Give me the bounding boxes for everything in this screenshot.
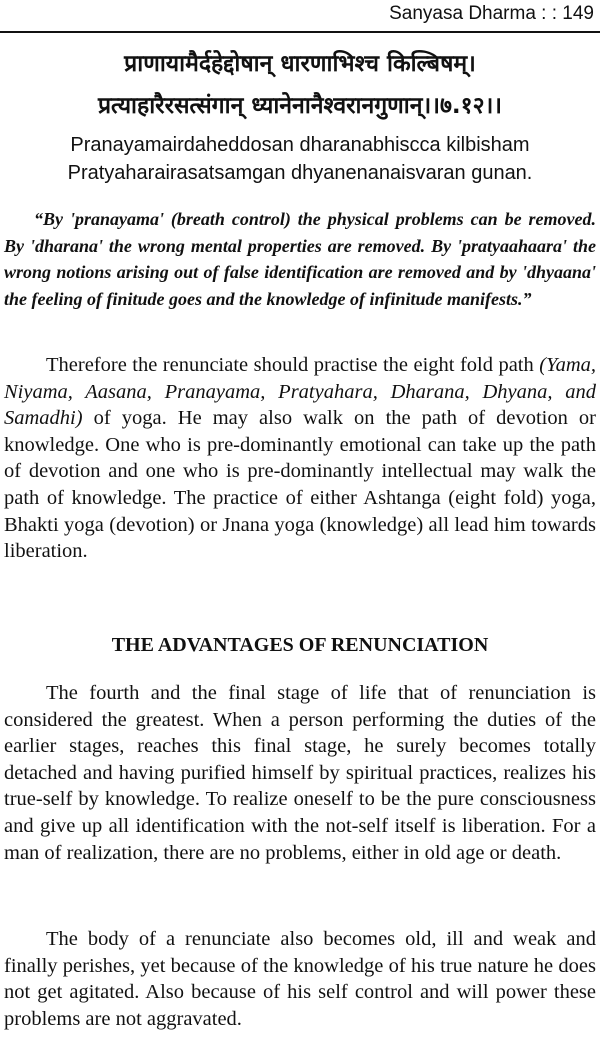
paragraph-body-of-renunciate: The body of a renunciate also becomes old, ill and weak and finally perishes, yet because of the knowledge of his true nature he does not get agitated. Also because of his self control and will power these problems are not aggravated. — [4, 928, 596, 1030]
section-heading: THE ADVANTAGES OF RENUNCIATION — [111, 634, 489, 656]
paragraph-final-stage: The fourth and the final stage of life that of renunciation is considered the greatest. When a person performing the duties of the earlier stages, reaches this final stage, he surely becomes totally detached and having purified himself by spiritual practices, realizes his true-self by knowledge. To realize oneself to be the pure consciousness and give up all identification with the not-self itself is liberation. For a man of realization, there are no problems, either in old age or death. — [4, 682, 596, 864]
paragraph-eight-fold-path — [4, 352, 596, 565]
verse-transliteration-line-2: Pratyaharairasatsamgan dhyanenanaisvaran gunan. — [67, 162, 533, 184]
paragraph-text: Therefore the renunciate should practise the eight fold path — [46, 354, 540, 376]
paragraph-text: of yoga. He may also walk on the path of devotion or knowledge. One who is pre-dominantly emotional can take up the path of devotion and one who is pre-dominantly intellectual may walk the path of knowledge. The practice of either Ashtanga (eight fold) yoga, Bhakti yoga (devotion) or Jnana yoga (knowledge) all lead him towards liberation. — [4, 407, 596, 563]
running-header: Sanyasa Dharma : : 149 — [389, 3, 594, 24]
verse-devanagari-line-1: प्राणायामैर्दहेद्दोषान् धारणाभिश्च किल्बिषम्। — [124, 51, 476, 77]
verse-devanagari-line-2: प्रत्याहारैरसत्संगान् ध्यानेनानैश्वरानगुणान्।।७.१२।। — [97, 93, 503, 119]
verse-translation-quote: “By 'pranayama' (breath control) the physical problems can be removed. By 'dharana' the wrong mental properties are removed. By 'pratyaahaara' the wrong notions arising out of false identification are removed and by 'dhyaana' the feeling of finitude goes and the knowledge of infinitude manifests.” — [4, 209, 596, 309]
header-rule — [0, 31, 600, 33]
yoga-limbs-list: (Yama, Niyama, Aasana, Pranayama, Pratyahara, Dharana, Dhyana, and Samadhi) — [4, 354, 596, 430]
verse-transliteration-line-1: Pranayamairdaheddosan dharanabhiscca kilbisham — [70, 134, 530, 156]
